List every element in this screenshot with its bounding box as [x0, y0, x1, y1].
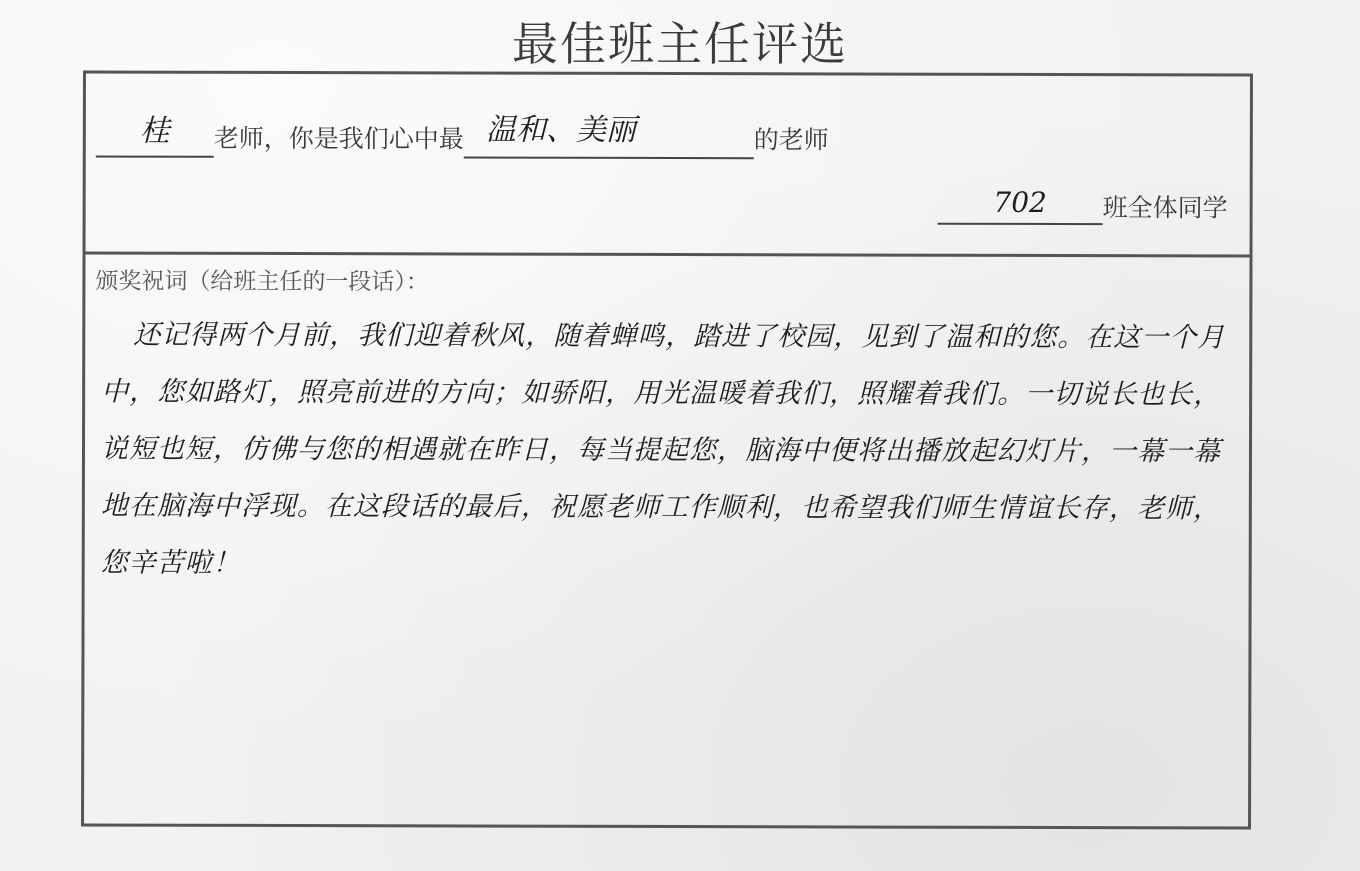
- class-all-students-text: 班全体同学: [1102, 193, 1228, 223]
- evaluation-form: [81, 70, 1253, 829]
- class-number-blank: [938, 185, 1103, 225]
- nomination-section: [86, 73, 1250, 257]
- award-speech-message: 还记得两个月前，我们迎着秋风，随着蝉鸣，踏进了校园，见到了温和的您。在这一个月中，您如路灯，照亮前进的方向；如骄阳，用光温暖着我们，照耀着我们。一切说长也长，说短也短，仿佛与您的相遇就在昨日，每当提起您，脑海中便将出播放起幻灯片，一幕一幕地在脑海中浮现。在这段话的最后，祝愿老师工作顺利，也希望我们师生情谊长存，老师，您辛苦啦！: [100, 319, 1226, 579]
- signature-line: [938, 185, 1228, 226]
- class-number: 702: [993, 185, 1047, 219]
- teacher-qualities: 温和、美丽: [485, 112, 636, 148]
- qualities-blank: [464, 112, 754, 159]
- nomination-text-teacher: 老师，你是我们心中最: [213, 123, 464, 154]
- nomination-text-of-teacher: 的老师: [753, 125, 829, 155]
- document-title: 最佳班主任评选: [512, 17, 848, 71]
- teacher-name-blank: [96, 112, 214, 158]
- nomination-line: [96, 112, 829, 160]
- award-speech-label: 颁奖祝词（给班主任的一段话）：: [95, 268, 429, 296]
- award-section: [84, 254, 1249, 826]
- teacher-name: 桂: [139, 113, 170, 149]
